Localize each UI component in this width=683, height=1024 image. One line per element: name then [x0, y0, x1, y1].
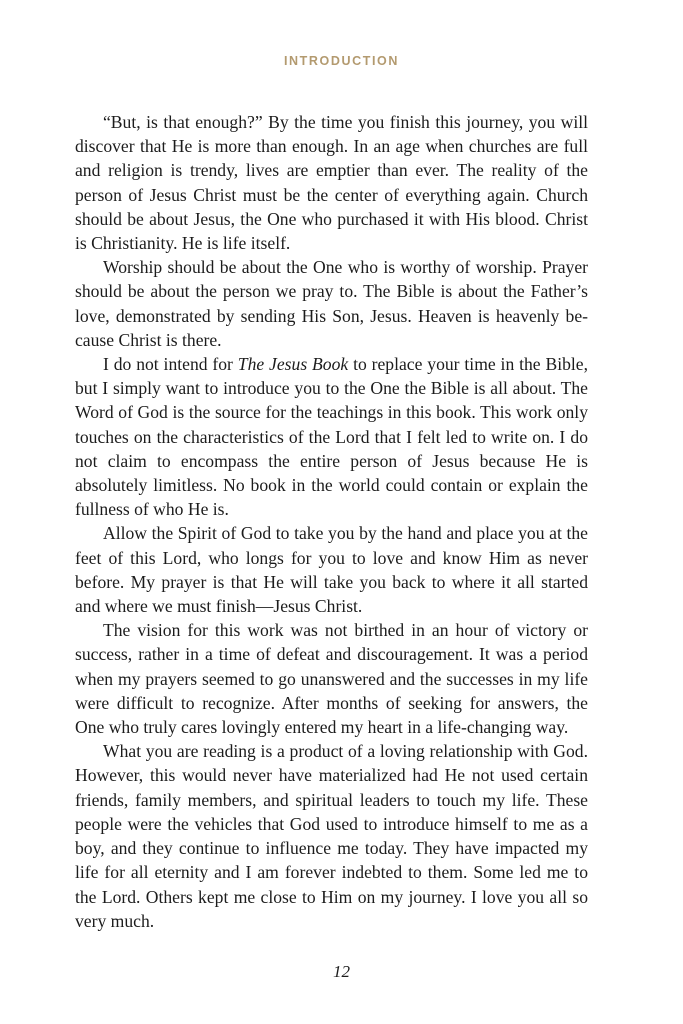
page-number: 12: [333, 962, 350, 981]
body-text: [75, 110, 588, 933]
paragraph-4: Allow the Spirit of God to take you by the hand and place you at the feet of this Lord, who longs for you to love and know Him as never before. My prayer is that He will take you back to where it all started and where we must finish—Jesus Christ.: [75, 523, 588, 617]
paragraph-6: What you are reading is a product of a loving relationship with God. However, this would never have materialized had He not used certain friends, family members, and spiritual leaders to touch my life. These people were the vehicles that God used to introduce himself to me as a boy, and they continue to influence me today. They have impacted my life for all eternity and I am forever indebted to them. Some led me to the Lord. Others kept me close to Him on my journey. I love you all so very much.: [75, 741, 588, 931]
paragraph-3-rest: to replace your time in the Bible, but I simply want to introduce you to the One the Bible is all about. The Word of God is the source for the teachings in this book. This work only touches on the characteristics of the Lord that I felt led to write on. I do not claim to encompass the entire person of Jesus because He is absolutely limitless. No book in the world could contain or explain the fullness of who He is.: [75, 354, 588, 520]
paragraph-5: The vision for this work was not birthed in an hour of victory or success, rather in a time of defeat and discouragement. It was a period when my prayers seemed to go unanswered and the successes in my life were difficult to recognize. After months of seeking for answers, the One who truly cares lovingly entered my heart in a life-changing way.: [75, 620, 588, 738]
paragraph-3-lead: I do not intend for: [103, 354, 238, 375]
running-head: INTRODUCTION: [283, 54, 400, 68]
paragraph-2: Worship should be about the One who is worthy of worship. Prayer should be about the person we pray to. The Bible is about the Father’s love, demonstrated by sending His Son, Jesus. Heaven is heavenly because Christ is there.: [75, 257, 588, 350]
book-title-italic: The Jesus Book: [237, 354, 349, 375]
paragraph-1: “But, is that enough?” By the time you finish this journey, you will discover that He is more than enough. In an age when churches are full and religion is trendy, lives are emptier than ever. The reality of the person of Jesus Christ must be the center of everything again. Church should be about Jesus, the One who purchased it with His blood. Christ is Christianity. He is life itself.: [75, 112, 588, 254]
paragraph-3: [75, 352, 588, 521]
